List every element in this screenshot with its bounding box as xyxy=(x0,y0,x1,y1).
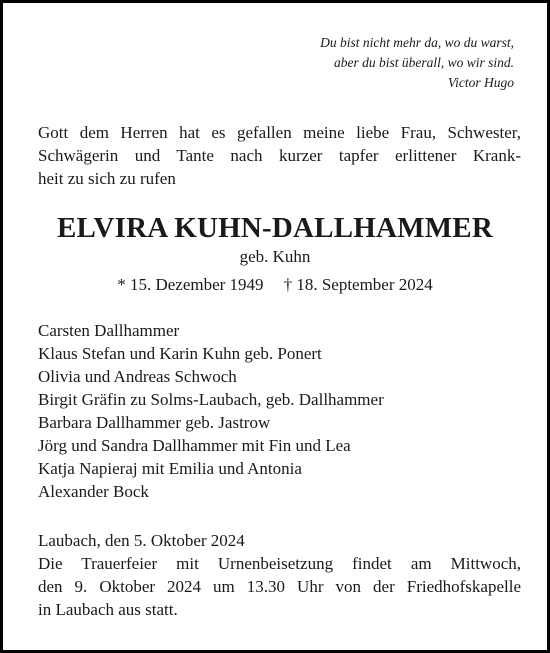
intro-paragraph xyxy=(38,121,521,190)
birth-date: * 15. Dezember 1949 xyxy=(117,275,264,294)
intro-line-1: Gott dem Herren hat es gefallen meine liebe Frau, Schwester, xyxy=(38,123,521,142)
mourner-item: Carsten Dallhammer xyxy=(38,321,180,340)
quote-line-2: aber du bist überall, wo wir sind. xyxy=(333,55,514,70)
quote-author: Victor Hugo xyxy=(447,75,514,90)
mourner-item: Alexander Bock xyxy=(38,482,149,501)
deceased-name: ELVIRA KUHN-DALLHAMMER xyxy=(57,212,493,244)
maiden-name: geb. Kuhn xyxy=(239,247,311,266)
epigraph-quote xyxy=(320,33,514,93)
quote-line-1: Du bist nicht mehr da, wo du warst, xyxy=(320,35,514,50)
mourner-item: Barbara Dallhammer geb. Jastrow xyxy=(38,413,271,432)
death-date: † 18. September 2024 xyxy=(283,275,433,294)
place-date: Laubach, den 5. Oktober 2024 xyxy=(38,531,245,550)
funeral-line-2: den 9. Oktober 2024 um 13.30 Uhr von der Friedhofskapelle xyxy=(38,577,521,596)
funeral-line-1: Die Trauerfeier mit Urnenbeisetzung findet am Mittwoch, xyxy=(38,554,521,573)
mourners-list xyxy=(38,319,384,503)
intro-line-3: heit zu sich zu rufen xyxy=(38,169,176,188)
mourner-item: Katja Napieraj mit Emilia und Antonia xyxy=(38,459,302,478)
life-dates xyxy=(3,273,547,297)
mourner-item: Jörg und Sandra Dallhammer mit Fin und Lea xyxy=(38,436,351,455)
funeral-line-3: in Laubach aus statt. xyxy=(38,600,178,619)
intro-line-2: Schwägerin und Tante nach kurzer tapfer erlittener Krank- xyxy=(38,146,521,165)
mourner-item: Klaus Stefan und Karin Kuhn geb. Ponert xyxy=(38,344,322,363)
mourner-item: Olivia und Andreas Schwoch xyxy=(38,367,237,386)
mourner-item: Birgit Gräfin zu Solms-Laubach, geb. Dallhammer xyxy=(38,390,384,409)
funeral-details xyxy=(38,529,521,621)
